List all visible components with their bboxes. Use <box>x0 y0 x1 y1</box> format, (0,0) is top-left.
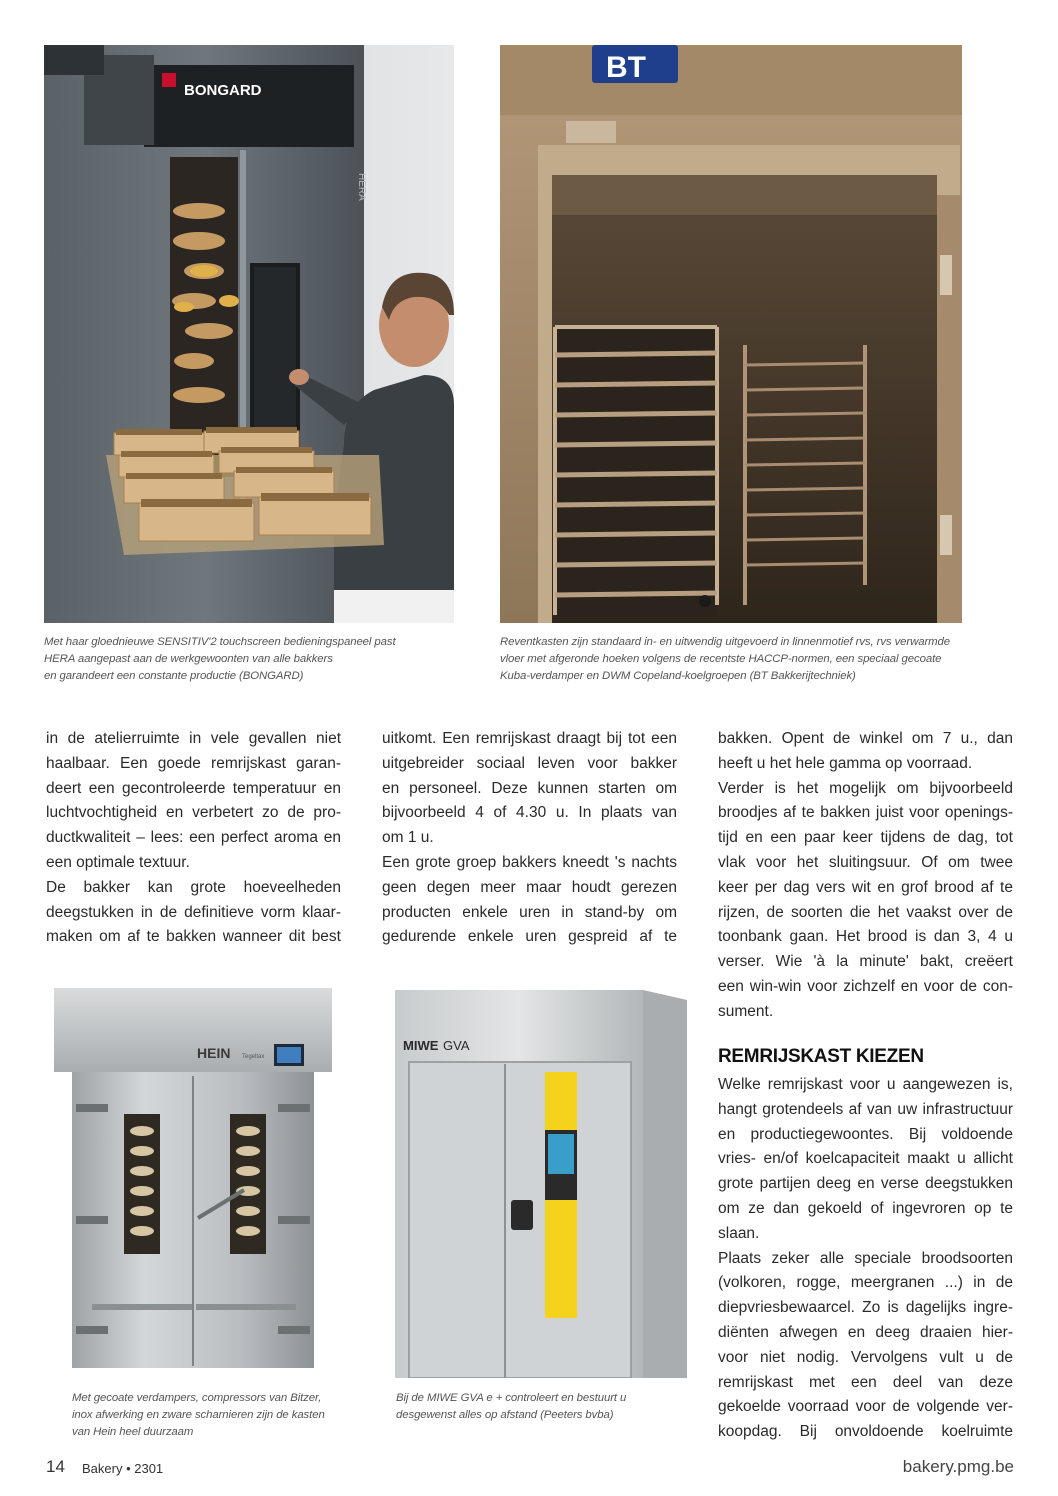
hein-logo: HEIN <box>197 1045 231 1061</box>
text-line: geen degen meer maar houdt gerezen <box>382 878 677 896</box>
bt-photo-illustration <box>500 45 962 623</box>
text-line: een win-win voor zichzelf en voor de con- <box>718 977 1013 995</box>
text-line: en productiegewoontes. Bij voldoende <box>718 1125 1013 1143</box>
text-line: uitgebreider sociaal leven voor bakker <box>382 754 677 772</box>
text-line: broodjes af te bakken juist voor openings- <box>718 804 1013 822</box>
text-line: Verder is het mogelijk om bijvoorbeeld <box>718 779 1013 797</box>
website-url: bakery.pmg.be <box>902 1457 1014 1476</box>
text-line: gedurende enkele uren gespreid af te <box>382 928 677 946</box>
text-line: tijd en een paar keer tijdens de dag, tot <box>718 829 1013 847</box>
caption-line: Met haar gloednieuwe SENSITIV'2 touchscreen bedieningspaneel past <box>44 636 396 648</box>
text-line: Een grote groep bakkers kneedt 's nachts <box>382 853 677 871</box>
text-line: deert een gecontroleerde temperatuur en <box>46 779 341 797</box>
text-line: hangt grotendeels af van uw infrastructuur <box>718 1100 1013 1118</box>
bongard-caption <box>44 634 396 685</box>
text-line: vries- en/of koelcapaciteit maakt u allicht <box>718 1150 1013 1168</box>
hein-caption <box>72 1390 325 1441</box>
text-line: producten enkele uren in stand-by om <box>382 903 677 921</box>
miwe-caption <box>396 1390 626 1424</box>
text-line: een optimale textuur. <box>46 853 190 871</box>
text-column-3-top <box>718 727 1013 1025</box>
caption-line: vloer met afgeronde hoeken volgens de recentste HACCP-normen, een speciaal gecoate <box>500 653 942 665</box>
text-line: gekoelde voorraad voor de volgende ver- <box>718 1398 1013 1416</box>
text-line: remrijskast met een deel van deze <box>718 1373 1013 1391</box>
bt-photo <box>500 45 962 623</box>
text-line: vlak voor het sluitingsuur. Of om twee <box>718 853 1013 871</box>
caption-line: desgewenst alles op afstand (Peeters bvba) <box>396 1409 614 1421</box>
text-line: diepvriesbewaarcel. Zo is dagelijks ingre- <box>718 1299 1013 1317</box>
text-line: rijzen, de soorten die het vaakst over de <box>718 903 1013 921</box>
text-line: verser. Wie 'à la minute' bakt, creëert <box>718 953 1013 971</box>
bongard-photo-illustration <box>44 45 454 623</box>
caption-line: Kuba-verdamper en DWM Copeland-koelgroepen (BT Bakkerijtechniek) <box>500 670 856 682</box>
text-line: keer per dag vers wit en grof brood af te <box>718 878 1013 896</box>
text-line: koopdag. Bij onvoldoende koelruimte <box>718 1423 1013 1441</box>
hein-sub-label: Tegeltax <box>242 1054 265 1060</box>
hera-side-label: HERA <box>356 173 367 201</box>
text-line: diënten afwegen en deeg draaien hier- <box>718 1323 1013 1341</box>
text-line: haalbaar. Een goede remrijskast garan- <box>46 754 341 772</box>
text-line: om ze dan gekoeld of ingevroren op te <box>718 1199 1013 1217</box>
hein-photo-illustration <box>52 986 334 1370</box>
miwe-logo-bold: MIWE <box>403 1038 439 1053</box>
caption-line: van Hein heel duurzaam <box>72 1426 194 1438</box>
text-line: sument. <box>718 1002 774 1020</box>
text-line: voor niet nodig. Vervolgens vult u de <box>718 1348 1013 1366</box>
hein-photo <box>52 986 334 1370</box>
miwe-photo-illustration <box>395 990 687 1378</box>
text-line: De bakker kan grote hoeveelheden <box>46 878 341 896</box>
miwe-photo <box>395 990 687 1378</box>
caption-line: HERA aangepast aan de werkgewoonten van alle bakkers <box>44 653 333 665</box>
text-line: uitkomt. Een remrijskast draagt bij tot een <box>382 730 677 747</box>
caption-line: Bij de MIWE GVA e + controleert en bestuurt u <box>396 1392 627 1404</box>
text-line: ductkwaliteit – lees: een perfect aroma en <box>46 829 341 847</box>
section-heading: REMRIJSKAST KIEZEN <box>718 1046 924 1067</box>
bt-logo: BT <box>606 51 646 84</box>
text-column-1 <box>46 727 341 950</box>
text-column-2 <box>382 727 677 950</box>
bt-caption <box>500 634 950 685</box>
text-column-3-bottom <box>718 1073 1013 1445</box>
caption-line: Met gecoate verdampers, compressors van Bitzer, <box>72 1392 322 1404</box>
text-line: bakken. Opent de winkel om 7 u., dan <box>718 730 1013 747</box>
text-line: slaan. <box>718 1224 760 1242</box>
bongard-logo: BONGARD <box>184 82 262 99</box>
text-line: grote partijen deeg en verse deegstukken <box>718 1175 1013 1193</box>
bongard-photo <box>44 45 454 623</box>
caption-line: Reventkasten zijn standaard in- en uitwendig uitgevoerd in linnenmotief rvs, rvs verwarmde <box>500 636 951 648</box>
text-line: om 1 u. <box>382 829 434 847</box>
page-number: 14 <box>46 1457 65 1476</box>
text-line: (volkoren, rogge, meergranen ...) in de <box>718 1274 1013 1292</box>
text-line: Plaats zeker alle speciale broodsoorten <box>718 1249 1013 1267</box>
magazine-issue: Bakery • 2301 <box>82 1461 164 1476</box>
text-line: Welke remrijskast voor u aangewezen is, <box>718 1076 1013 1093</box>
text-line: luchtvochtigheid en verbetert zo de pro- <box>46 804 341 822</box>
text-line: bijvoorbeeld 4 of 4.30 u. In plaats van <box>382 804 677 822</box>
caption-line: inox afwerking en zware scharnieren zijn de kasten <box>72 1409 325 1421</box>
text-line: in de atelierruimte in vele gevallen niet <box>46 730 341 747</box>
text-line: deegstukken in de definitieve vorm klaar- <box>46 903 341 921</box>
miwe-logo-light: GVA <box>443 1038 470 1053</box>
text-line: toonbank gaan. Het brood is dan 3, 4 u <box>718 928 1013 946</box>
text-line: maken om af te bakken wanneer dit best <box>46 928 341 946</box>
caption-line: en garandeert een constante productie (BONGARD) <box>44 670 304 682</box>
text-line: heeft u het hele gamma op voorraad. <box>718 754 973 772</box>
text-line: en personeel. Deze kunnen starten om <box>382 779 677 797</box>
